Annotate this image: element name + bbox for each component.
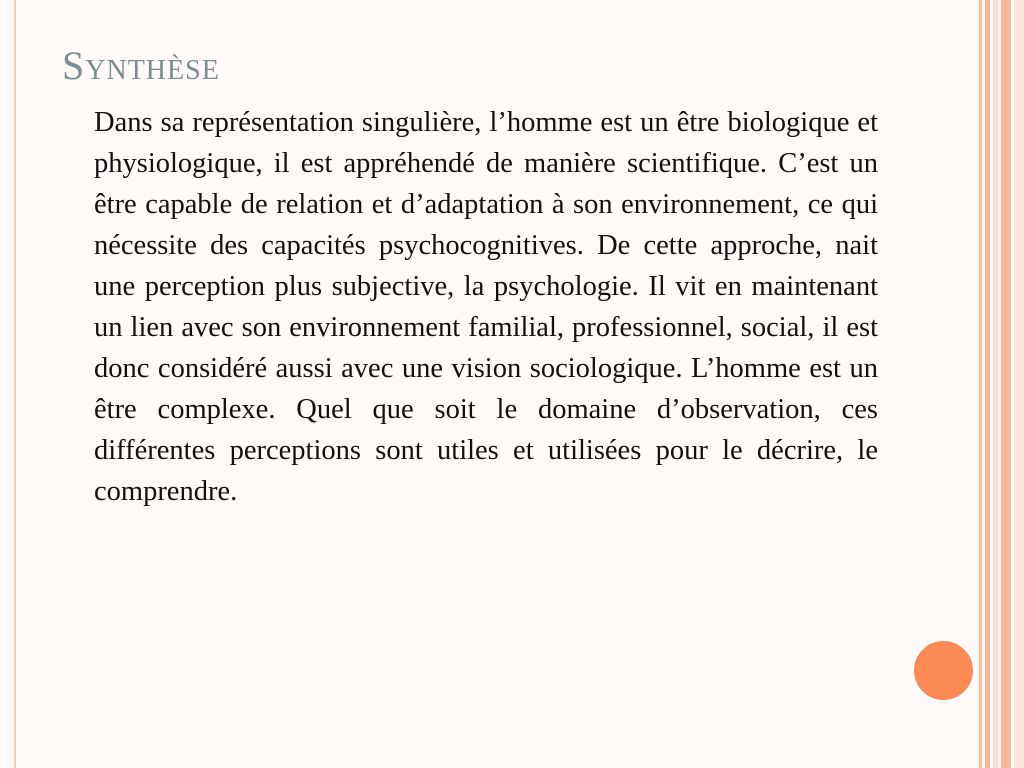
left-border-line <box>14 0 16 768</box>
right-decorative-stripe <box>1001 0 1011 768</box>
right-decorative-stripe <box>985 0 990 768</box>
right-decorative-stripe <box>993 0 998 768</box>
decorative-circle <box>912 639 975 702</box>
slide-title: Synthèse <box>62 43 220 88</box>
right-decorative-stripe <box>979 0 982 768</box>
right-decorative-stripe <box>1014 0 1024 768</box>
slide-body-text: Dans sa représentation singulière, l’homme est un être biologique et physiologique, il est appréhendé de manière scientifique. C’est un être capable de relation et d’adaptation à son environnement, ce qui nécessite des capacités psychocognitives. De cette approche, nait une perception plus subjective, la psychologie. Il vit en maintenant un lien avec son environnement familial, professionnel, social, il est donc considéré aussi avec une vision sociologique. L’homme est un être complexe. Quel que soit le domaine d’observation, ces différentes perceptions sont utiles et utilisées pour le décrire, le comprendre. <box>94 107 878 507</box>
